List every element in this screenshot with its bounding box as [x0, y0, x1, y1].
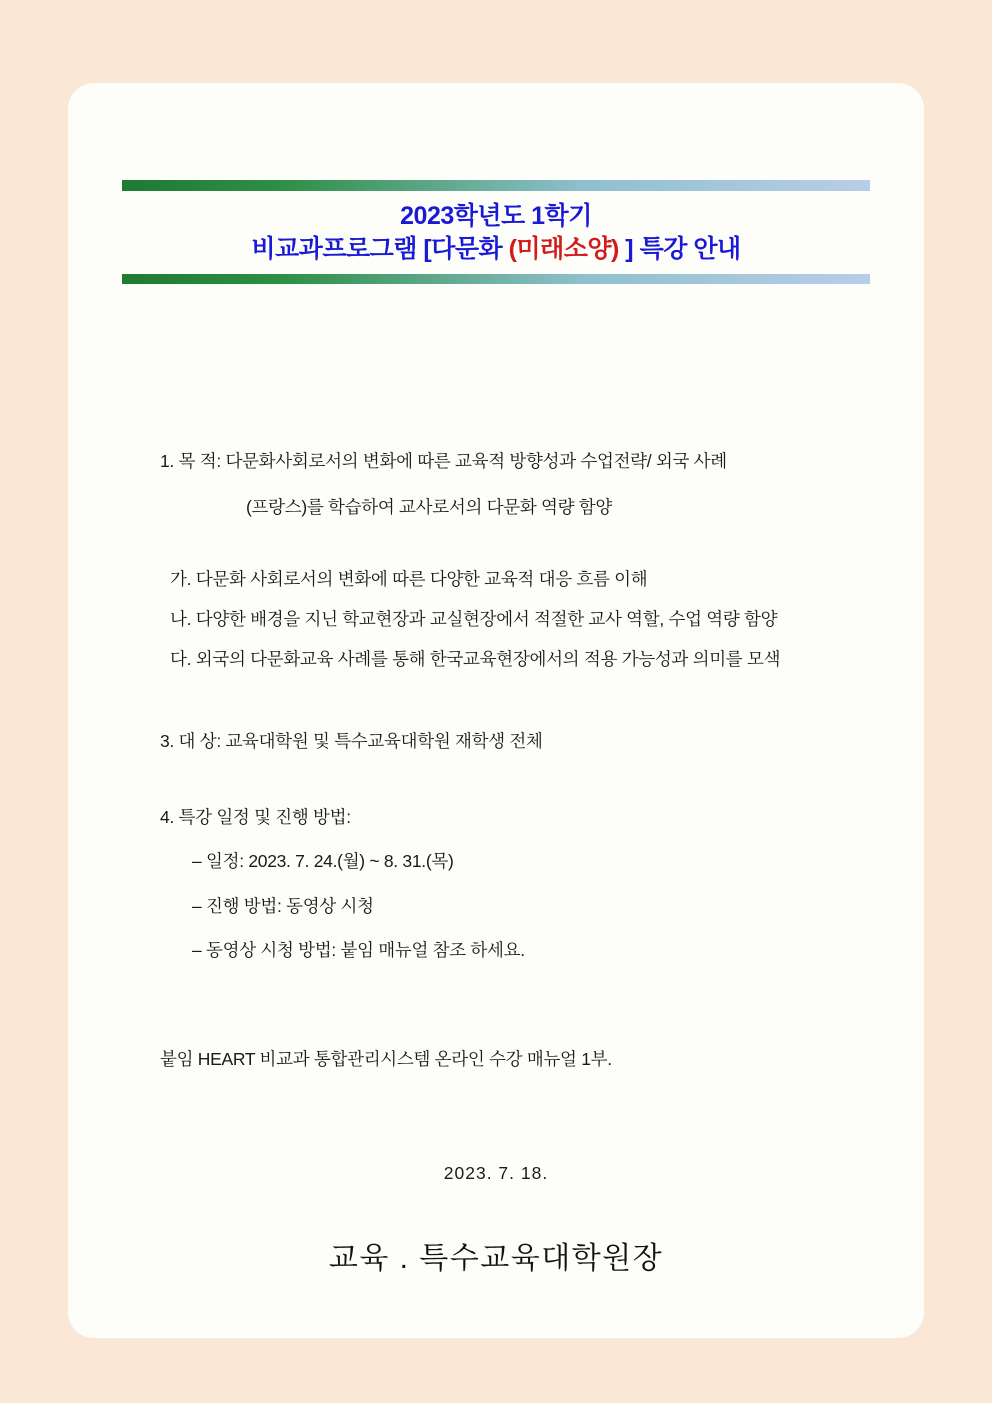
document-signature: 교육 . 특수교육대학원장 — [328, 1242, 664, 1275]
body-line: 3. 대 상: 교육대학원 및 특수교육대학원 재학생 전체 — [160, 731, 543, 751]
body-line: (프랑스)를 학습하여 교사로서의 다문화 역량 함양 — [246, 497, 612, 517]
banner-title-line2 — [122, 233, 870, 266]
attachment-note: 붙임 HEART 비교과 통합관리시스템 온라인 수강 매뉴얼 1부. — [160, 1049, 612, 1069]
body-line: – 동영상 시청 방법: 붙임 매뉴얼 참조 하세요. — [192, 940, 525, 960]
banner-title-line2-prefix: 비교과프로그램 [다문화 — [251, 235, 509, 264]
banner-bottom-bar — [122, 274, 870, 284]
body-line: 나. 다양한 배경을 지닌 학교현장과 교실현장에서 적절한 교사 역할, 수업 역량 함양 — [170, 609, 778, 629]
document-content — [68, 83, 924, 1338]
body-line: 가. 다문화 사회로서의 변화에 따른 다양한 교육적 대응 흐름 이해 — [170, 569, 648, 589]
header-banner — [122, 180, 870, 284]
banner-top-bar — [122, 180, 870, 191]
document-page — [68, 83, 924, 1338]
banner-title-line1: 2023학년도 1학기 — [400, 202, 592, 230]
body-line: – 일정: 2023. 7. 24.(월) ~ 8. 31.(목) — [192, 851, 454, 871]
banner-title-highlight: (미래소양) — [508, 235, 619, 264]
body-line: 다. 외국의 다문화교육 사례를 통해 한국교육현장에서의 적용 가능성과 의미를 모색 — [170, 649, 781, 669]
document-date: 2023. 7. 18. — [443, 1163, 549, 1183]
body-line: 4. 특강 일정 및 진행 방법: — [160, 807, 351, 827]
banner-title-line2-suffix: ] 특강 안내 — [618, 235, 741, 264]
banner-title — [122, 191, 870, 274]
body-line: 1. 목 적: 다문화사회로서의 변화에 따른 교육적 방향성과 수업전략/ 외국 사례 — [160, 451, 727, 471]
body-line: – 진행 방법: 동영상 시청 — [192, 896, 374, 916]
